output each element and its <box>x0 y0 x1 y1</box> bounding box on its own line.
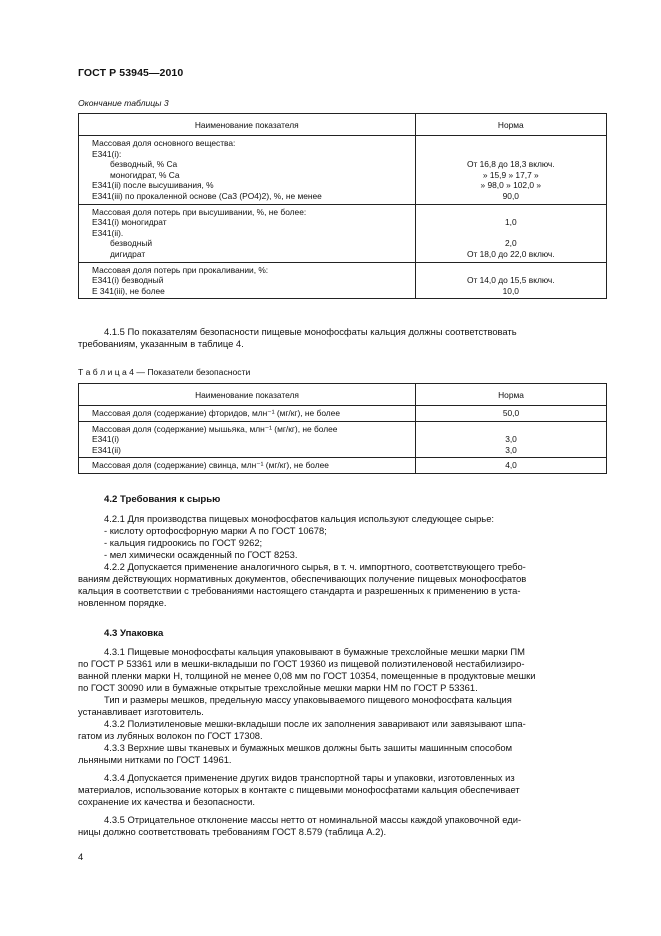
text-line: устанавливает изготовитель. <box>78 706 204 717</box>
paragraph-4-3-2 <box>78 718 608 742</box>
table-cell-text <box>416 138 606 149</box>
table-cell-norm <box>415 204 606 262</box>
text-line: сохранение их качества и безопасности. <box>78 796 255 807</box>
table4-col-norm: Норма <box>416 384 607 406</box>
table-cell-text <box>416 207 606 218</box>
table3-caption: Окончание таблицы 3 <box>78 98 169 108</box>
table-cell-text: E 341(iii), не более <box>92 285 165 296</box>
table-cell-norm <box>416 421 607 458</box>
table-cell-text: Массовая доля (содержание) фторидов, млн⁻¹ (мг/кг), не более <box>92 408 340 418</box>
table-cell-text: От 14,0 до 15,5 включ. <box>466 275 555 286</box>
list-item: - мел химически осажденный по ГОСТ 8253. <box>104 549 298 560</box>
table-cell-name <box>79 262 416 299</box>
table-cell-text <box>416 424 606 435</box>
text-line: 4.3.4 Допускается применение других видов транспортной тары и упаковки, изготовленных из <box>104 772 515 783</box>
paragraph-4-2-2 <box>78 561 608 609</box>
table-cell-text: E341(i) <box>92 434 119 445</box>
text-line: ванной пленки марки Н, толщиной не менее 0,08 мм по ГОСТ 10354, помещенные в продуктовые мешки <box>78 670 536 681</box>
table-cell-text: 3,0 <box>505 444 517 455</box>
text-line: по ГОСТ Р 53361 или в мешки-вкладыши по ГОСТ 19360 из пищевой полиэтиленовой нестабилизиро- <box>78 658 525 669</box>
table-cell-text: 2,0 <box>504 238 517 249</box>
table-cell-text: E341(ii). <box>92 227 124 238</box>
table-cell-text: безводный <box>110 238 153 249</box>
table-cell-name <box>79 406 416 422</box>
text-line: требованиям, указанным в таблице 4. <box>78 338 244 349</box>
table-cell-norm <box>415 136 606 205</box>
table-row <box>79 421 607 458</box>
table-cell-text: моногидрат, % Ca <box>110 169 180 180</box>
table-cell-text: От 16,8 до 18,3 включ. <box>466 159 555 170</box>
paragraph-4-1-5 <box>78 326 608 350</box>
list-item: - кислоту ортофосфорную марки А по ГОСТ 10678; <box>104 525 327 536</box>
table-cell-text: 1,0 <box>504 217 517 228</box>
table-cell-text: Массовая доля (содержание) свинца, млн⁻¹ (мг/кг), не более <box>92 460 329 471</box>
table3-col-name: Наименование показателя <box>79 114 416 136</box>
text-line: ницы должно соответствовать требованиям ГОСТ 8.579 (таблица А.2). <box>78 826 387 837</box>
paragraph-4-3-3 <box>78 742 608 766</box>
table4-col-name: Наименование показателя <box>79 384 416 406</box>
table-cell-text: 50,0 <box>502 408 520 418</box>
table3-col-norm: Норма <box>415 114 606 136</box>
text-line: гатом из лубяных волокон по ГОСТ 17308. <box>78 730 263 741</box>
table4 <box>78 383 607 474</box>
table-cell-text: » 15,9 » 17,7 » <box>482 169 539 180</box>
table-row <box>79 136 607 205</box>
table-cell-text: Массовая доля (содержание) мышьяка, млн⁻¹ (мг/кг), не более <box>92 423 338 434</box>
paragraph-4-2-1 <box>78 513 608 561</box>
paragraph-4-3-1 <box>78 646 608 718</box>
table4-caption: Т а б л и ц а 4 — Показатели безопасности <box>78 367 251 377</box>
document-header: ГОСТ Р 53945—2010 <box>78 67 184 79</box>
table-cell-text: Массовая доля основного вещества: <box>92 138 236 148</box>
text-line: ваниям действующих нормативных документов, обеспечивающих получение пищевых монофосфатов <box>78 573 527 584</box>
text-line: 4.2.2 Допускается применение аналогичного сырья, в т. ч. импортного, соответствующего требо- <box>104 561 526 572</box>
table-cell-text: Массовая доля потерь при прокаливании, %: <box>92 264 269 275</box>
table-cell-text: E341(iii) по прокаленной основе (Ca3 (PO4)2), %, не менее <box>92 190 322 201</box>
table-cell-name <box>79 421 416 458</box>
table-cell-text: 10,0 <box>502 285 519 296</box>
text-line: 4.3.5 Отрицательное отклонение массы нетто от номинальной массы каждой упаковочной еди- <box>104 814 522 825</box>
list-item: - кальция гидроокись по ГОСТ 9262; <box>104 537 263 548</box>
table-cell-text: От 18,0 до 22,0 включ. <box>466 248 555 259</box>
table4-header-row <box>79 384 607 406</box>
table-cell-text <box>416 265 606 276</box>
table-row <box>79 406 607 422</box>
table-cell-name <box>79 136 416 205</box>
section-heading-4-3: 4.3 Упаковка <box>104 628 164 639</box>
text-line: Тип и размеры мешков, предельную массу упаковываемого пищевого монофосфата кальция <box>104 694 512 705</box>
table-cell-norm <box>416 406 607 422</box>
table-row <box>79 262 607 299</box>
table-row <box>79 204 607 262</box>
text-line: по ГОСТ 30090 или в бумажные открытые трехслойные мешки марки НМ по ГОСТ Р 53361. <box>78 682 478 693</box>
table-row <box>79 458 607 474</box>
table-cell-text: дигидрат <box>110 248 146 259</box>
table-cell-text: E341(i): <box>92 148 122 159</box>
table-cell-text: E341(ii) <box>92 444 121 455</box>
table-cell-text: 3,0 <box>505 434 517 445</box>
text-line: 4.3.2 Полиэтиленовые мешки-вкладыши после их заполнения заваривают или завязывают шпа- <box>104 718 526 729</box>
text-line: льняными нитками по ГОСТ 14961. <box>78 754 232 765</box>
text-line: 4.2.1 Для производства пищевых монофосфатов кальция используют следующее сырье: <box>104 513 495 524</box>
table-cell-name <box>79 204 416 262</box>
table-cell-norm <box>416 458 607 474</box>
paragraph-4-3-4 <box>78 772 608 808</box>
text-line: кальция в соответствии с требованиями настоящего стандарта и разрешенных к применению в уста- <box>78 585 521 596</box>
table-cell-text: E341(i) безводный <box>92 275 164 286</box>
table-cell-text: » 98,0 » 102,0 » <box>480 180 542 191</box>
table-cell-text: безводный, % Ca <box>110 159 178 170</box>
table-cell-text: Массовая доля потерь при высушивании, %, не более: <box>92 206 307 217</box>
text-line: материалов, использование которых в контакте с пищевыми монофосфатами кальция обеспечивает <box>78 784 520 795</box>
text-line: новленном порядке. <box>78 597 167 608</box>
table3-header-row <box>79 114 607 136</box>
text-line: 4.1.5 По показателям безопасности пищевые монофосфаты кальция должны соответствовать <box>104 326 517 337</box>
table-cell-name <box>79 458 416 474</box>
table-cell-text: 4,0 <box>505 460 517 471</box>
table-cell-norm <box>415 262 606 299</box>
text-line: 4.3.1 Пищевые монофосфаты кальция упаковывают в бумажные трехслойные мешки марки ПМ <box>104 646 525 657</box>
text-line: 4.3.3 Верхние швы тканевых и бумажных мешков должны быть зашиты машинным способом <box>104 742 513 753</box>
page-number: 4 <box>78 851 84 862</box>
table-cell-text: E341(ii) после высушивания, % <box>92 180 214 191</box>
table-cell-text <box>416 228 606 239</box>
table-cell-text: 90,0 <box>502 190 519 201</box>
paragraph-4-3-5 <box>78 814 608 838</box>
table3 <box>78 113 607 299</box>
table-cell-text <box>416 149 606 160</box>
table-cell-text: E341(i) моногидрат <box>92 217 167 228</box>
section-heading-4-2: 4.2 Требования к сырью <box>104 494 221 505</box>
